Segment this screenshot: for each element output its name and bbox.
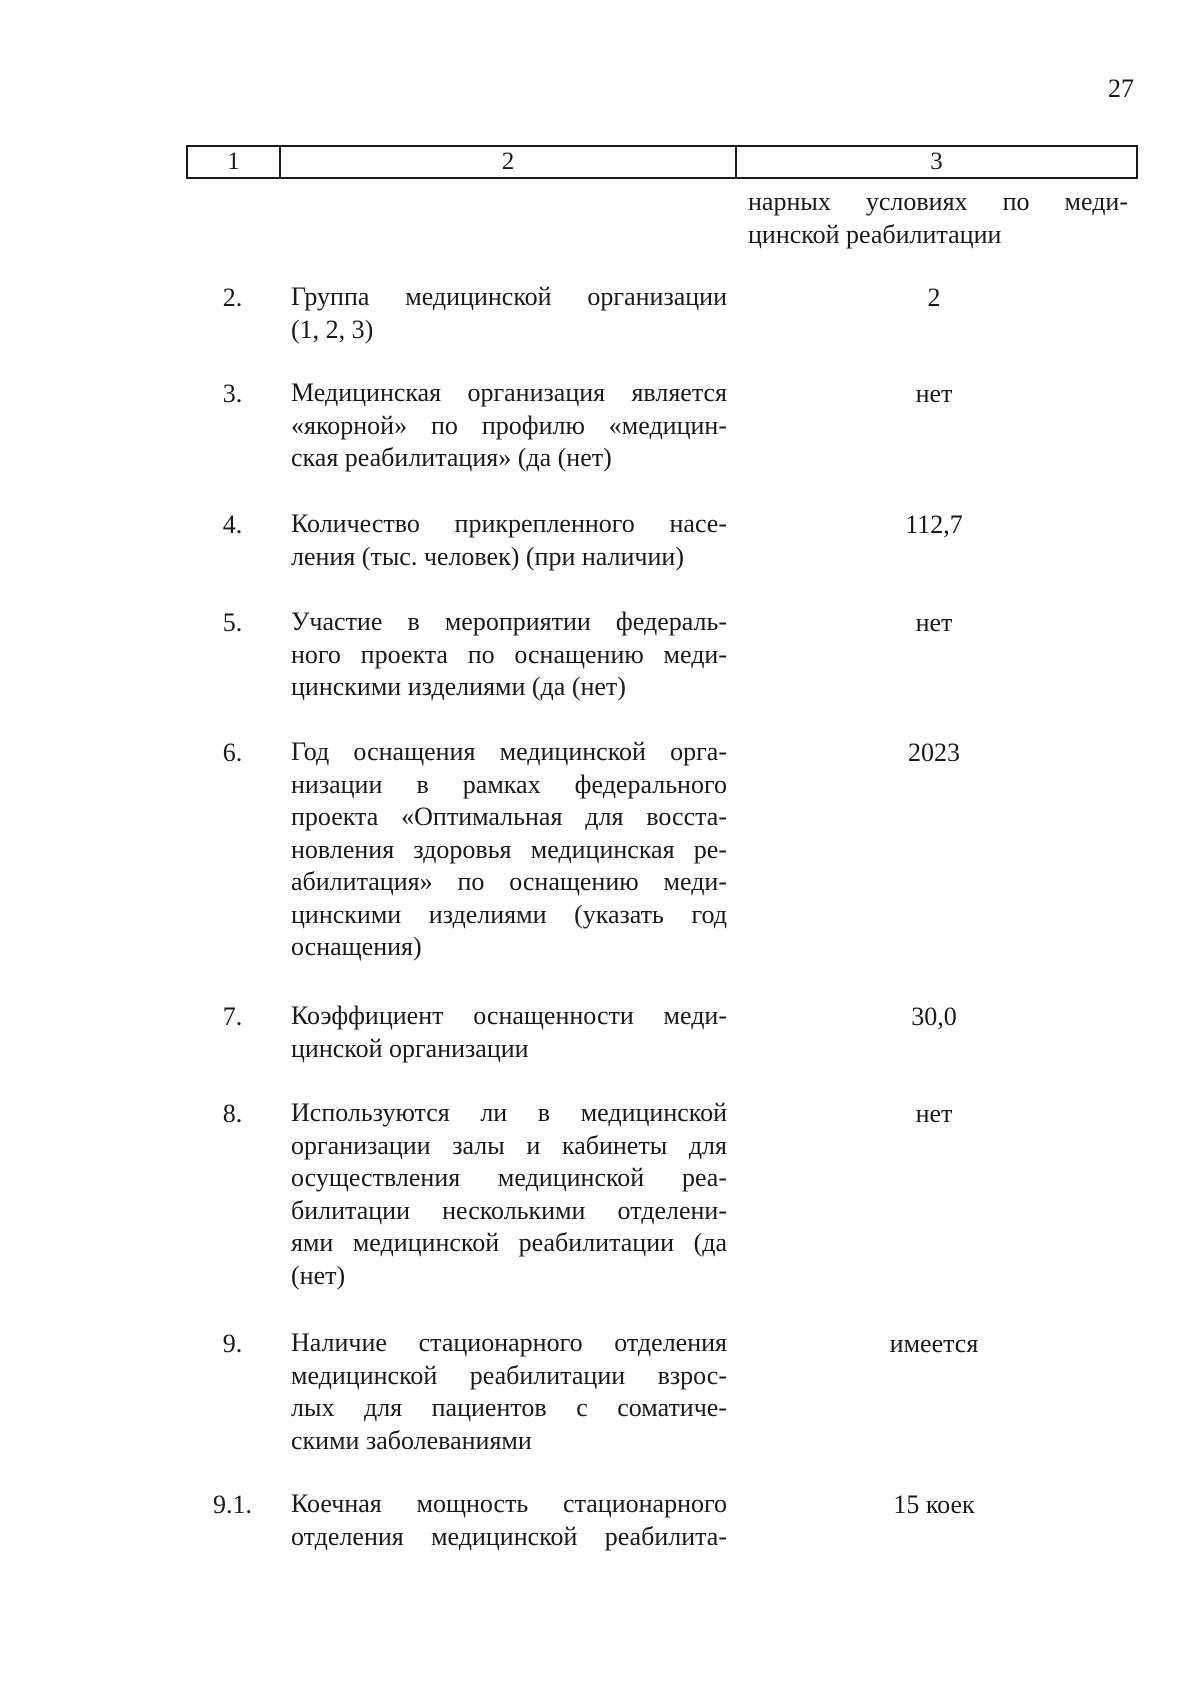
row-value: 30,0 bbox=[911, 1002, 957, 1031]
description-line: цинской организации bbox=[291, 1033, 529, 1063]
row-value: нет bbox=[915, 379, 953, 408]
description-line: «якорной» по профилю «медицин- bbox=[291, 410, 727, 440]
description-line: билитации несколькими отделени- bbox=[291, 1195, 727, 1225]
row-description bbox=[291, 1488, 727, 1553]
description-line: ного проекта по оснащению меди- bbox=[291, 639, 727, 669]
description-line: ская реабилитация» (да (нет) bbox=[291, 443, 612, 472]
description-line: медицинской реабилитации взрос- bbox=[291, 1360, 727, 1390]
description-line: (1, 2, 3) bbox=[291, 314, 374, 344]
description-line: организации залы и кабинеты для bbox=[291, 1130, 727, 1160]
continuation-line: цинской реабилитации bbox=[748, 219, 1002, 249]
description-line: Медицинская организация является bbox=[291, 378, 727, 407]
continuation-line: нарных условиях по меди- bbox=[748, 187, 1128, 216]
row-value: имеется bbox=[889, 1329, 979, 1358]
row-number: 7. bbox=[222, 1002, 243, 1031]
description-line: Группа медицинской организации bbox=[291, 282, 727, 311]
row-value: нет bbox=[915, 1099, 953, 1128]
header-col-3: 3 bbox=[930, 148, 943, 175]
description-line: Коэффициент оснащенности меди- bbox=[291, 1001, 727, 1030]
description-line: ления (тыс. человек) (при наличии) bbox=[291, 541, 684, 571]
row-description bbox=[291, 1097, 727, 1292]
page-number: 27 bbox=[1108, 74, 1134, 103]
description-line: Наличие стационарного отделения bbox=[291, 1328, 727, 1357]
row-number: 8. bbox=[222, 1099, 243, 1128]
row-value: 112,7 bbox=[905, 510, 963, 539]
row-description bbox=[291, 1000, 727, 1065]
description-line: низации в рамках федерального bbox=[291, 769, 727, 799]
description-line: Количество прикрепленного насе- bbox=[291, 509, 727, 538]
header-col-1: 1 bbox=[188, 147, 281, 177]
description-line: Используются ли в медицинской bbox=[291, 1098, 727, 1127]
description-line: ями медицинской реабилитации (да bbox=[291, 1228, 727, 1257]
row-number: 9.1. bbox=[213, 1490, 252, 1519]
row-value: 2023 bbox=[908, 738, 960, 767]
description-line: (нет) bbox=[291, 1260, 346, 1290]
row-description bbox=[291, 508, 727, 573]
description-line: Коечная мощность стационарного bbox=[291, 1489, 727, 1518]
row-number: 9. bbox=[222, 1329, 243, 1358]
description-line: абилитация» по оснащению меди- bbox=[291, 867, 727, 896]
description-line: новления здоровья медицинская ре- bbox=[291, 834, 727, 864]
description-line: цинскими изделиями (указать год bbox=[291, 899, 727, 929]
table-header bbox=[186, 145, 1138, 179]
description-line: Год оснащения медицинской орга- bbox=[291, 737, 727, 766]
row-description bbox=[291, 606, 727, 704]
description-line: проекта «Оптимальная для восста- bbox=[291, 802, 727, 831]
description-line: осуществления медицинской реа- bbox=[291, 1163, 727, 1192]
row-description bbox=[291, 1327, 727, 1457]
row-number: 6. bbox=[222, 738, 243, 767]
description-line: оснащения) bbox=[291, 932, 422, 961]
continuation-text bbox=[748, 186, 1128, 251]
description-line: лых для пациентов с соматиче- bbox=[291, 1393, 727, 1422]
row-description bbox=[291, 736, 727, 964]
row-value: 15 коек bbox=[893, 1490, 975, 1519]
row-number: 5. bbox=[222, 608, 243, 637]
row-value: 2 bbox=[927, 283, 941, 312]
row-number: 2. bbox=[222, 283, 243, 312]
header-col-2: 2 bbox=[281, 147, 737, 177]
description-line: цинскими изделиями (да (нет) bbox=[291, 672, 626, 701]
description-line: скими заболеваниями bbox=[291, 1425, 532, 1455]
row-description bbox=[291, 281, 727, 346]
row-number: 3. bbox=[222, 379, 243, 408]
description-line: отделения медицинской реабилита- bbox=[291, 1521, 727, 1551]
row-number: 4. bbox=[222, 510, 243, 539]
row-value: нет bbox=[915, 608, 953, 637]
description-line: Участие в мероприятии федераль- bbox=[291, 607, 727, 636]
row-description bbox=[291, 377, 727, 475]
